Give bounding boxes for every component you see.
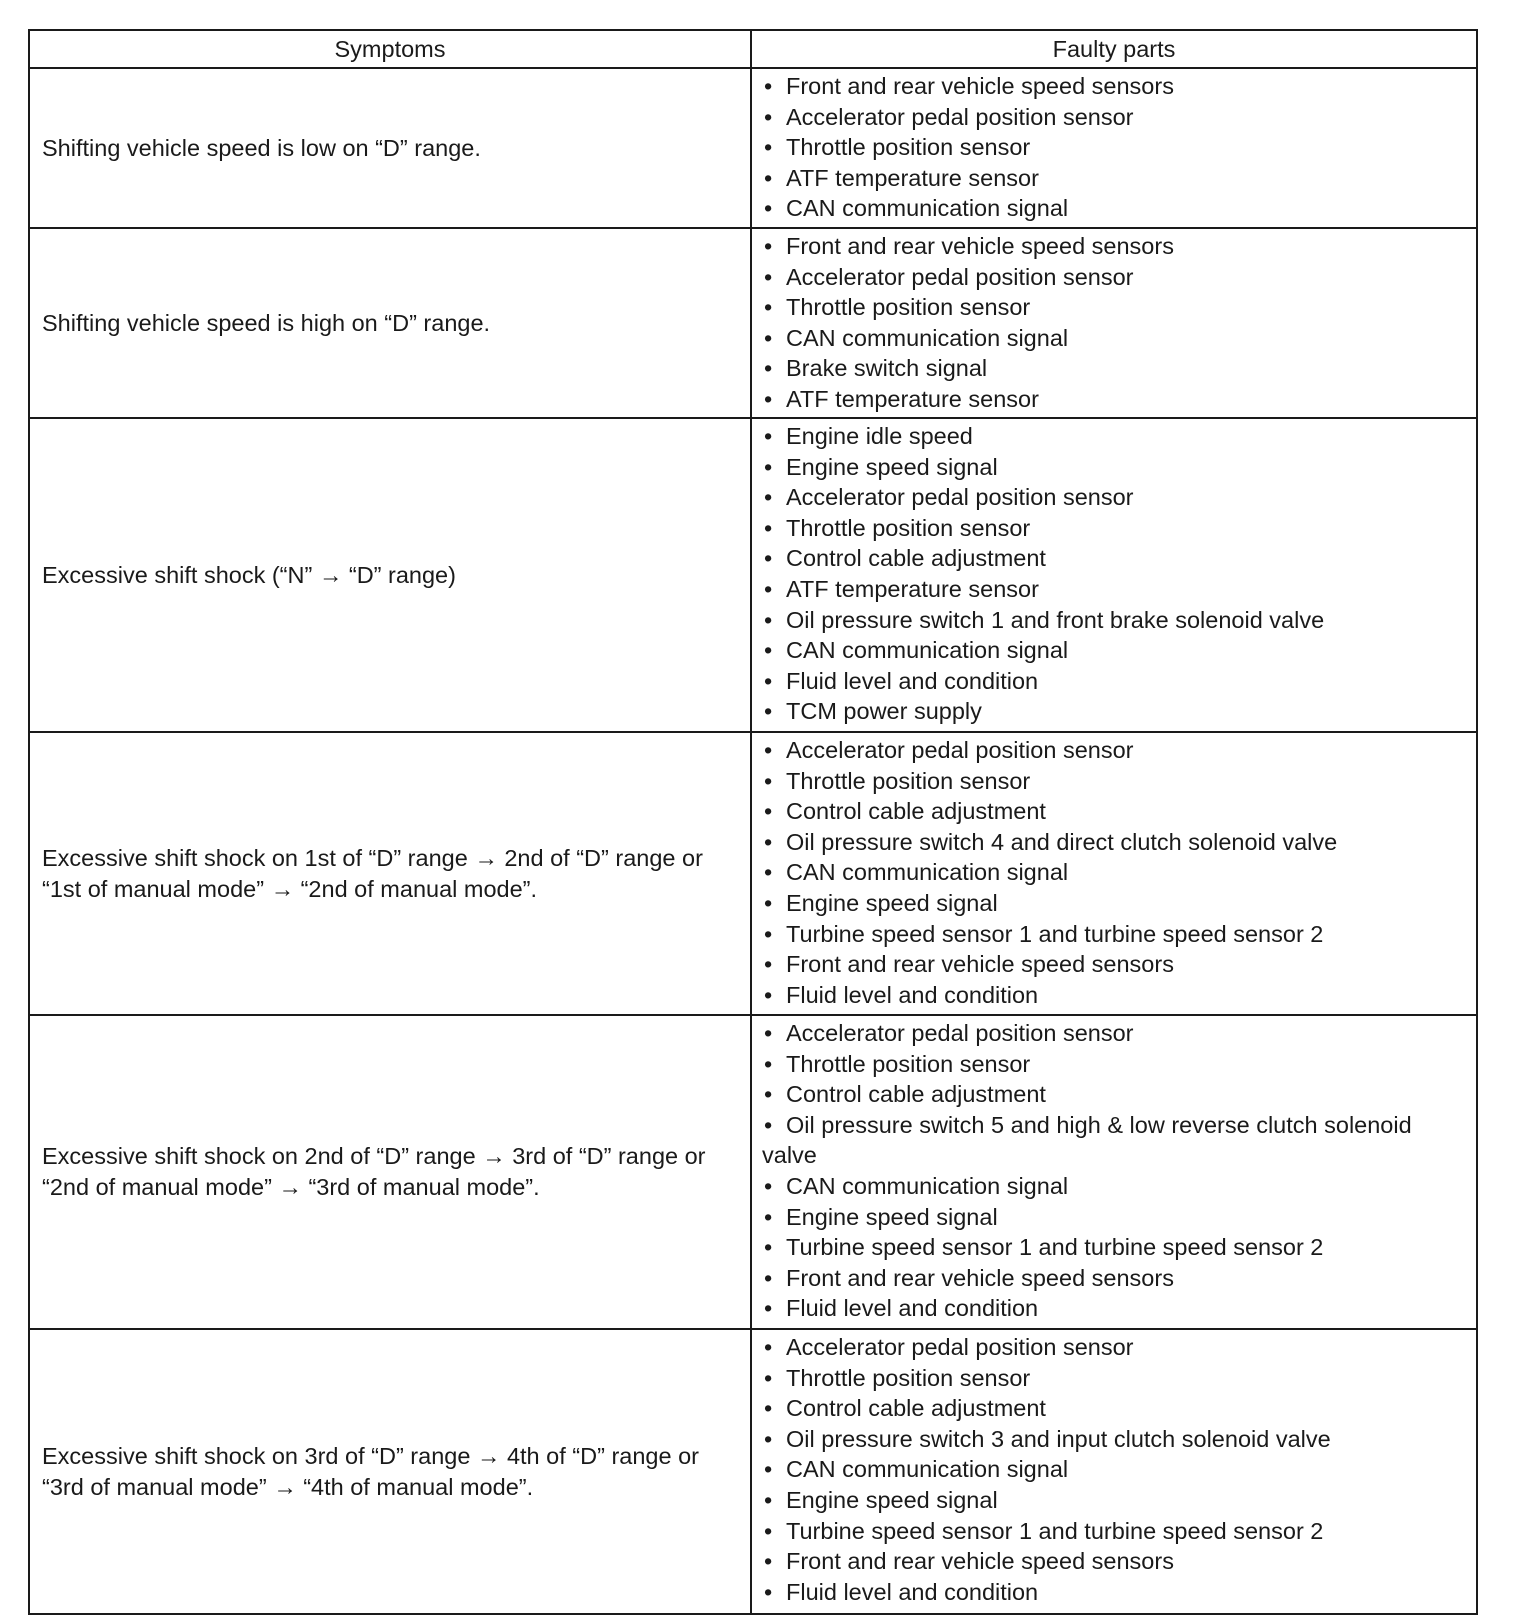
faulty-part-item: • Oil pressure switch 4 and direct clutch solenoid valve	[762, 827, 1466, 858]
faulty-parts-cell	[751, 68, 1477, 228]
faulty-parts-list	[762, 735, 1466, 1010]
faulty-part-item: • Accelerator pedal position sensor	[762, 262, 1466, 293]
faulty-part-item: • CAN communication signal	[762, 857, 1466, 888]
faulty-part-item: • Fluid level and condition	[762, 666, 1466, 697]
symptom-cell: Excessive shift shock on 1st of “D” range → 2nd of “D” range or “1st of manual mode” → “2nd of manual mode”.	[29, 732, 751, 1015]
faulty-part-item: • Front and rear vehicle speed sensors	[762, 1263, 1466, 1294]
faulty-part-item: • ATF temperature sensor	[762, 574, 1466, 605]
faulty-part-item: • Engine speed signal	[762, 452, 1466, 483]
faulty-part-item: • Control cable adjustment	[762, 543, 1466, 574]
table-body	[29, 68, 1477, 1614]
faulty-parts-list	[762, 1332, 1466, 1607]
symptom-cell: Shifting vehicle speed is low on “D” range.	[29, 68, 751, 228]
symptom-cell: Excessive shift shock (“N” → “D” range)	[29, 418, 751, 732]
symptoms-table	[28, 29, 1478, 1615]
faulty-part-item: • Turbine speed sensor 1 and turbine speed sensor 2	[762, 1516, 1466, 1547]
symptom-cell: Excessive shift shock on 2nd of “D” range → 3rd of “D” range or “2nd of manual mode” → “3rd of manual mode”.	[29, 1015, 751, 1329]
faulty-part-item: • Front and rear vehicle speed sensors	[762, 1546, 1466, 1577]
faulty-part-item: • ATF temperature sensor	[762, 384, 1466, 415]
faulty-part-item: • CAN communication signal	[762, 193, 1466, 224]
faulty-part-item: • Control cable adjustment	[762, 1079, 1466, 1110]
faulty-part-item: • Throttle position sensor	[762, 292, 1466, 323]
faulty-parts-cell	[751, 1015, 1477, 1329]
faulty-part-item: • Throttle position sensor	[762, 1049, 1466, 1080]
faulty-part-item: • Throttle position sensor	[762, 1363, 1466, 1394]
faulty-part-item: • Front and rear vehicle speed sensors	[762, 949, 1466, 980]
faulty-part-item: • Accelerator pedal position sensor	[762, 482, 1466, 513]
symptom-cell: Excessive shift shock on 3rd of “D” range → 4th of “D” range or “3rd of manual mode” → “4th of manual mode”.	[29, 1329, 751, 1614]
faulty-part-item: • Accelerator pedal position sensor	[762, 735, 1466, 766]
header-row	[29, 30, 1477, 68]
faulty-part-item: • Front and rear vehicle speed sensors	[762, 71, 1466, 102]
faulty-part-item: • Accelerator pedal position sensor	[762, 102, 1466, 133]
faulty-part-item: • Fluid level and condition	[762, 1293, 1466, 1324]
faulty-part-item: • Throttle position sensor	[762, 132, 1466, 163]
faulty-part-item: • Accelerator pedal position sensor	[762, 1332, 1466, 1363]
faulty-part-item: • Oil pressure switch 1 and front brake solenoid valve	[762, 605, 1466, 636]
faulty-part-item: • CAN communication signal	[762, 635, 1466, 666]
faulty-parts-list	[762, 421, 1466, 727]
table-row	[29, 228, 1477, 418]
faulty-parts-cell	[751, 1329, 1477, 1614]
header-symptoms: Symptoms	[29, 30, 751, 68]
table-row	[29, 68, 1477, 228]
faulty-parts-list	[762, 1018, 1466, 1324]
faulty-part-item: • ATF temperature sensor	[762, 163, 1466, 194]
faulty-parts-cell	[751, 228, 1477, 418]
symptom-cell: Shifting vehicle speed is high on “D” range.	[29, 228, 751, 418]
table-row	[29, 1015, 1477, 1329]
header-faulty-parts: Faulty parts	[751, 30, 1477, 68]
faulty-part-item: • Control cable adjustment	[762, 1393, 1466, 1424]
faulty-part-item: • Engine speed signal	[762, 888, 1466, 919]
faulty-part-item: • Turbine speed sensor 1 and turbine speed sensor 2	[762, 1232, 1466, 1263]
faulty-part-item: • Engine idle speed	[762, 421, 1466, 452]
faulty-part-item: • Front and rear vehicle speed sensors	[762, 231, 1466, 262]
faulty-part-item: • Engine speed signal	[762, 1202, 1466, 1233]
faulty-parts-list	[762, 71, 1466, 224]
faulty-part-item: • CAN communication signal	[762, 1171, 1466, 1202]
faulty-part-item: • Oil pressure switch 5 and high & low reverse clutch solenoid valve	[762, 1110, 1466, 1171]
table-row	[29, 1329, 1477, 1614]
table-row	[29, 418, 1477, 732]
faulty-part-item: • Turbine speed sensor 1 and turbine speed sensor 2	[762, 919, 1466, 950]
faulty-part-item: • CAN communication signal	[762, 323, 1466, 354]
faulty-part-item: • TCM power supply	[762, 696, 1466, 727]
faulty-part-item: • Throttle position sensor	[762, 766, 1466, 797]
faulty-part-item: • Control cable adjustment	[762, 796, 1466, 827]
faulty-part-item: • Oil pressure switch 3 and input clutch solenoid valve	[762, 1424, 1466, 1455]
faulty-part-item: • Brake switch signal	[762, 353, 1466, 384]
faulty-parts-list	[762, 231, 1466, 415]
faulty-part-item: • Accelerator pedal position sensor	[762, 1018, 1466, 1049]
faulty-parts-cell	[751, 418, 1477, 732]
faulty-part-item: • Engine speed signal	[762, 1485, 1466, 1516]
table-row	[29, 732, 1477, 1015]
faulty-part-item: • Fluid level and condition	[762, 980, 1466, 1011]
faulty-part-item: • Fluid level and condition	[762, 1577, 1466, 1608]
faulty-parts-cell	[751, 732, 1477, 1015]
faulty-part-item: • CAN communication signal	[762, 1454, 1466, 1485]
faulty-part-item: • Throttle position sensor	[762, 513, 1466, 544]
